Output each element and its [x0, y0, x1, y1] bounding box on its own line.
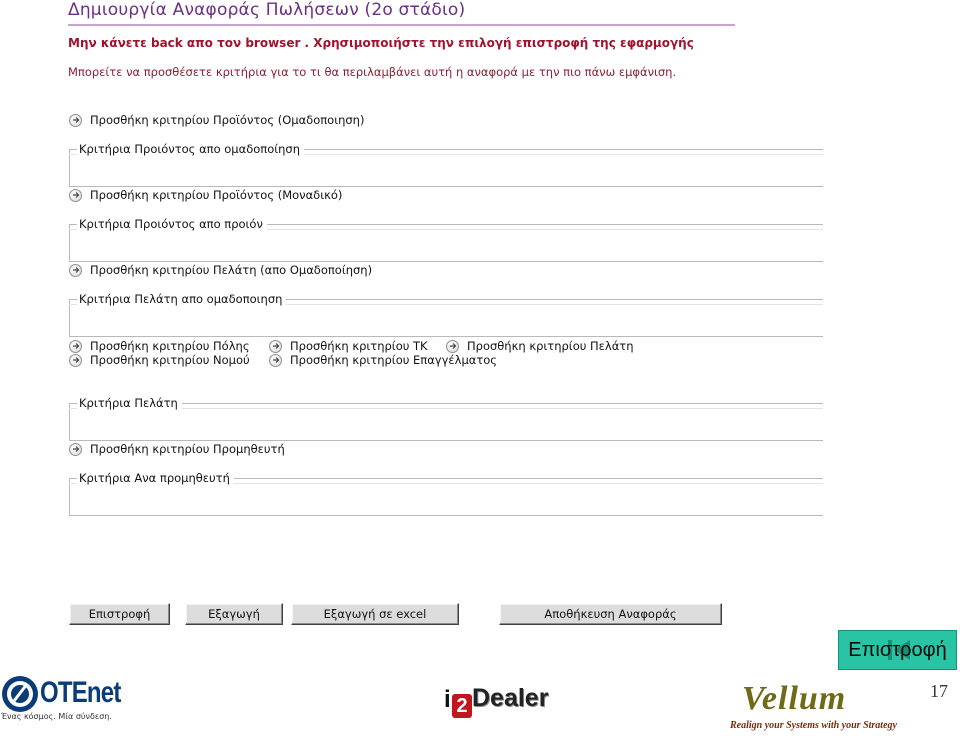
- intro-text: Μπορείτε να προσθέσετε κριτήρια για το τι θα περιλαμβάνει αυτή η αναφορά με την πιο πάνω εμφάνιση.: [68, 65, 677, 79]
- i2dealer-logo: [444, 682, 559, 722]
- add-customer-criterion-link[interactable]: [446, 339, 634, 353]
- supplier-criteria-fieldset: [69, 471, 823, 516]
- add-profession-criterion-link[interactable]: [269, 353, 497, 367]
- link-label: Προσθήκη κριτηρίου Πόλης: [90, 339, 250, 353]
- link-label: Προσθήκη κριτηρίου ΤΚ: [290, 339, 428, 353]
- link-label: Προσθήκη κριτηρίου Πελάτη (απο Ομαδοποίηση): [90, 263, 373, 277]
- product-group-criteria-fieldset: [69, 142, 823, 187]
- export-button[interactable]: Εξαγωγή: [185, 603, 283, 625]
- vellum-tagline: Realign your Systems with your Strategy: [730, 720, 897, 731]
- arrow-right-circle-icon: [269, 340, 282, 353]
- add-product-single-criterion-link[interactable]: [69, 188, 342, 202]
- link-label: Προσθήκη κριτηρίου Πελάτη: [467, 339, 634, 353]
- arrow-right-circle-icon: [69, 189, 82, 202]
- page-number: 17: [930, 681, 948, 701]
- otenet-logo: [0, 674, 121, 724]
- link-label: Προσθήκη κριτηρίου Προμηθευτή: [90, 442, 285, 456]
- i2dealer-logo-text: Dealer: [472, 684, 549, 712]
- back-button[interactable]: Επιστροφή: [69, 603, 170, 625]
- add-postcode-criterion-link[interactable]: [269, 339, 428, 353]
- link-label: Προσθήκη κριτηρίου Προϊόντος (Μοναδικό): [90, 188, 343, 202]
- arrow-right-circle-icon: [69, 264, 82, 277]
- otenet-emblem-icon: [0, 674, 40, 714]
- fieldset-legend: Κριτήρια Πελάτη απο ομαδοποιηση: [77, 292, 286, 306]
- add-customer-group-criterion-link[interactable]: [69, 263, 372, 277]
- link-label: Προσθήκη κριτηρίου Επαγγέλματος: [290, 353, 498, 367]
- link-label: Προσθήκη κριτηρίου Προϊόντος (Ομαδοποιηση): [90, 113, 365, 127]
- i2dealer-logo-2: 2: [452, 694, 472, 718]
- fieldset-legend: Κριτήρια Προιόντος απο προιόν: [77, 217, 267, 231]
- otenet-logo-text: OTEnet: [40, 676, 121, 709]
- i2dealer-logo-i: i: [444, 686, 451, 713]
- vellum-logo-text: Vellum: [742, 680, 847, 717]
- back-slide-label: Επιστροφή: [848, 638, 947, 661]
- arrow-right-circle-icon: [69, 354, 82, 367]
- arrow-right-circle-icon: [446, 340, 459, 353]
- add-product-group-criterion-link[interactable]: [69, 113, 364, 127]
- product-single-criteria-fieldset: [69, 217, 823, 262]
- customer-criteria-fieldset: [69, 396, 823, 441]
- vellum-logo: [728, 682, 908, 736]
- add-supplier-criterion-link[interactable]: [69, 442, 285, 456]
- otenet-tagline: Ένας κόσμος. Μία σύνδεση.: [1, 712, 112, 721]
- fieldset-legend: Κριτήρια Πελάτη: [77, 396, 182, 410]
- back-warning: Μην κάνετε back απο τον browser . Χρησιμοποιήστε την επιλογή επιστροφή της εφαρμογής: [68, 36, 694, 50]
- back-slide-button[interactable]: [838, 630, 957, 670]
- title-underline: [68, 24, 735, 26]
- link-label: Προσθήκη κριτηρίου Νομού: [90, 353, 250, 367]
- page-title: Δημιουργία Αναφοράς Πωλήσεων (2ο στάδιο): [68, 0, 466, 20]
- save-report-button[interactable]: Αποθήκευση Αναφοράς: [499, 603, 722, 625]
- arrow-right-circle-icon: [269, 354, 282, 367]
- customer-group-criteria-fieldset: [69, 292, 823, 337]
- add-prefecture-criterion-link[interactable]: [69, 353, 250, 367]
- arrow-right-circle-icon: [69, 114, 82, 127]
- fieldset-legend: Κριτήρια Ανα προμηθευτή: [77, 471, 234, 485]
- fieldset-legend: Κριτήρια Προιόντος απο ομαδοποίηση: [77, 142, 304, 156]
- add-city-criterion-link[interactable]: [69, 339, 250, 353]
- arrow-right-circle-icon: [69, 340, 82, 353]
- arrow-right-circle-icon: [69, 443, 82, 456]
- export-excel-button[interactable]: Εξαγωγή σε excel: [291, 603, 459, 625]
